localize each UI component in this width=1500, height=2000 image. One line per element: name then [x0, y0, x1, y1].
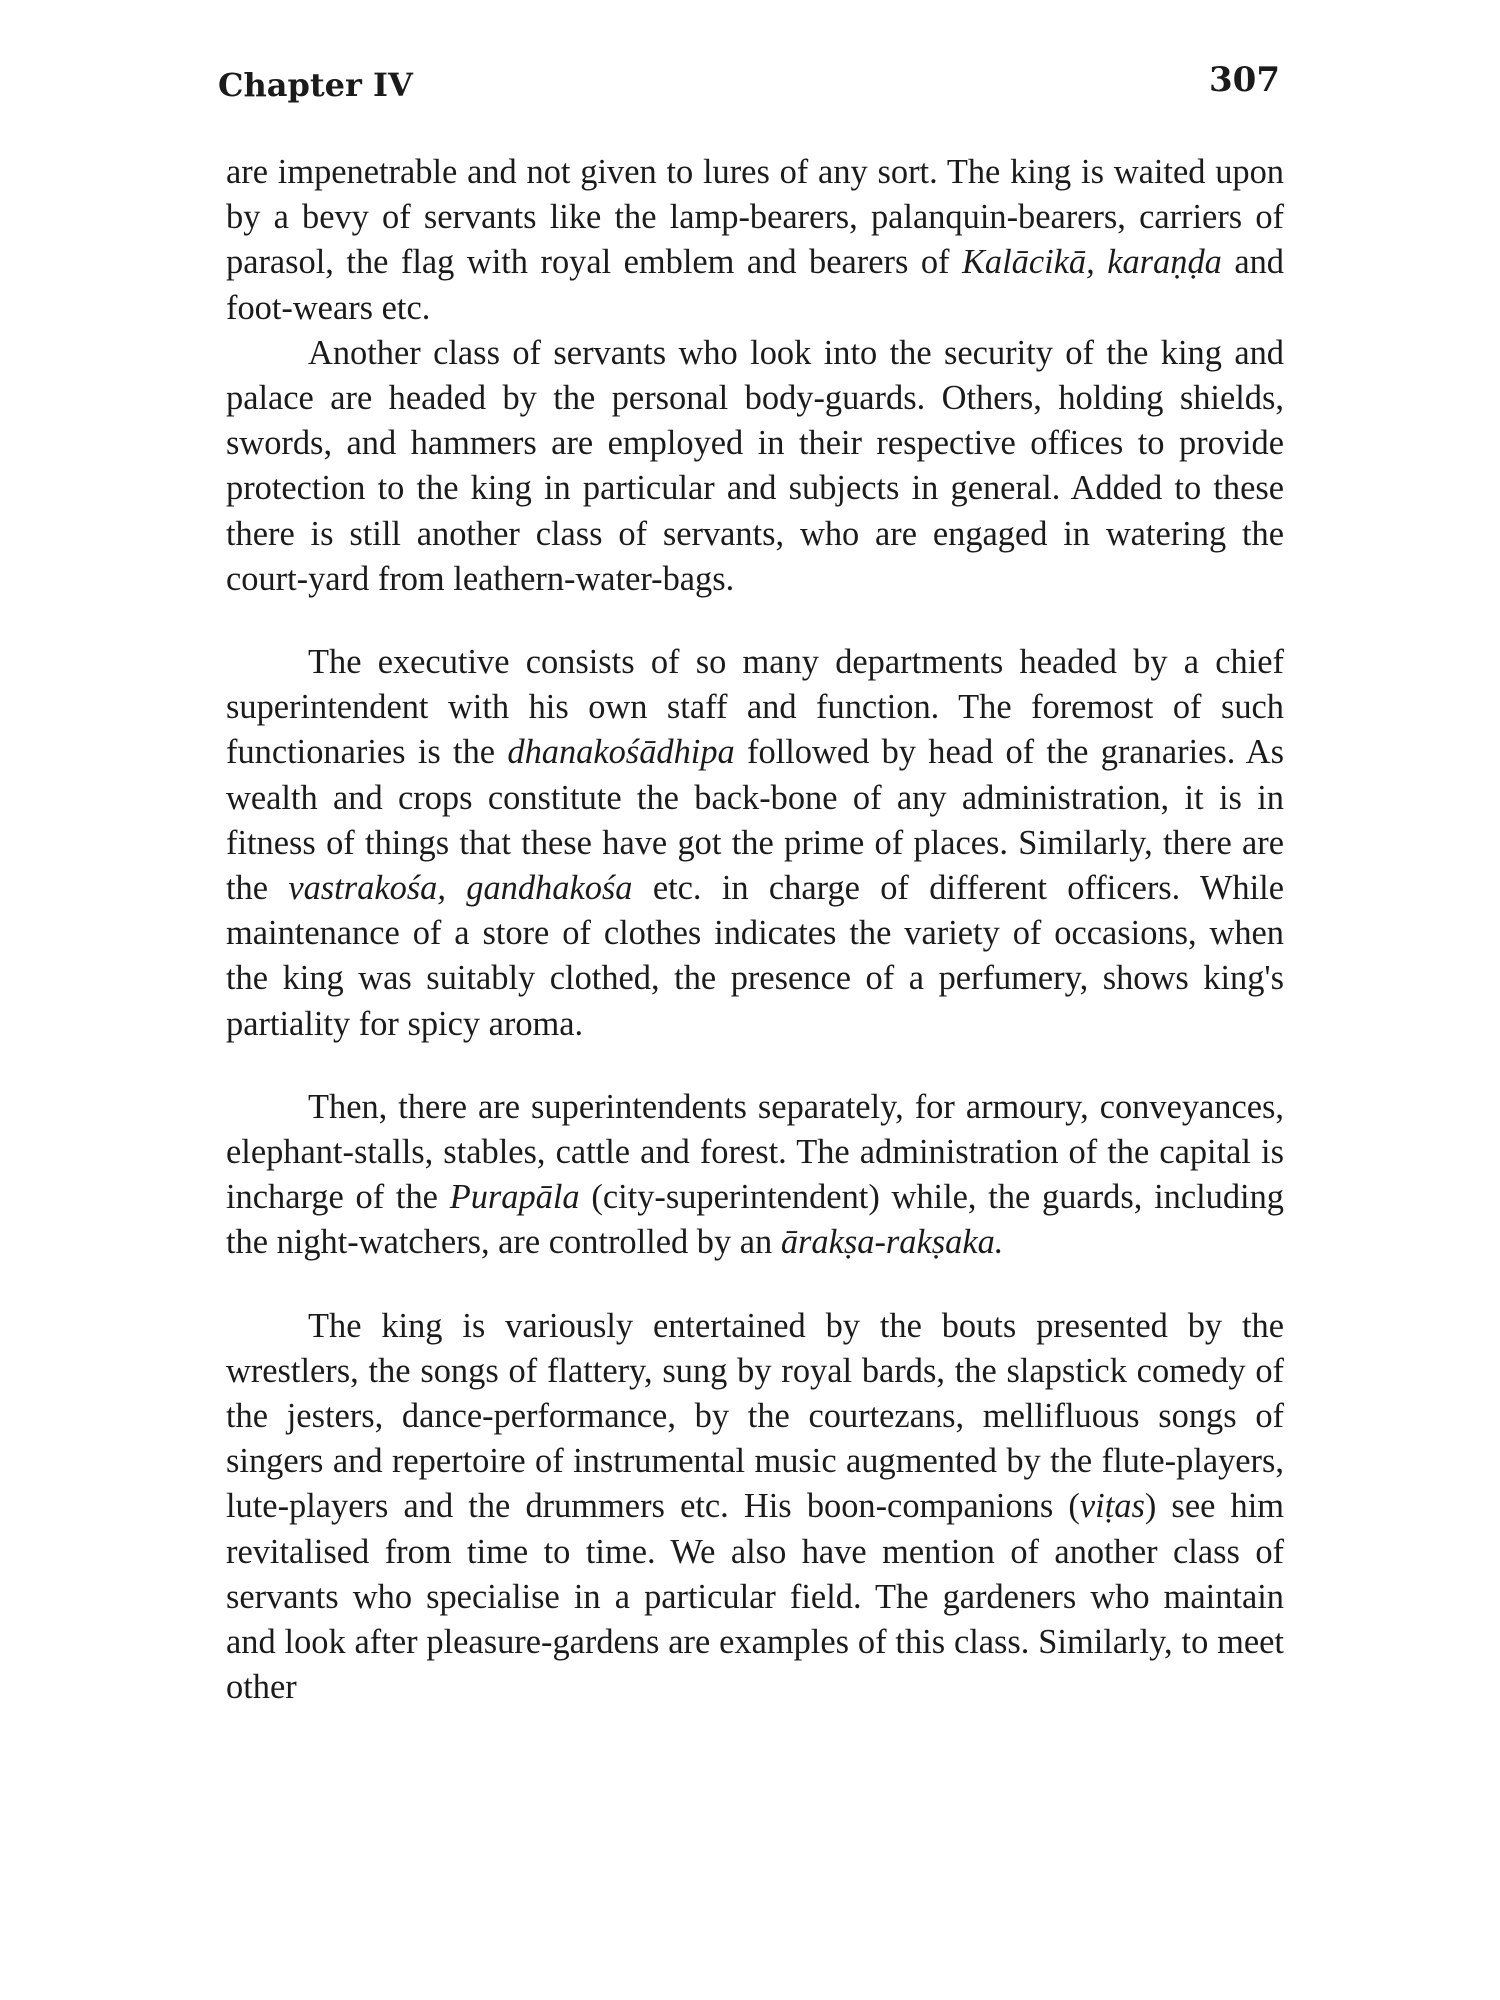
italic-term: vastrakośa, gandhakośa: [288, 869, 633, 908]
paragraph: [226, 331, 1284, 602]
text-run: Then, there are superintendents separately, for armoury, conveyances, elephant-stalls, stables, cattle and forest. The administration of the capital is incharge of the: [226, 1087, 1284, 1217]
italic-term: viṭas: [1079, 1487, 1145, 1526]
body-text: [226, 150, 1284, 1711]
italic-term: ārakṣa-rakṣaka.: [780, 1223, 1004, 1262]
text-run: etc. in charge of different officers. While maintenance of a store of clothes indicates the variety of occasions, when the king was suitably clothed, the presence of a perfumery, shows king's partiality for spicy aroma.: [226, 869, 1284, 1043]
paragraph: [226, 640, 1284, 1047]
text-run: (city-superintendent) while, the guards, including the night-watchers, are controlled by an: [226, 1178, 1284, 1262]
paragraph: [226, 150, 1284, 331]
chapter-label: Chapter IV: [218, 66, 413, 104]
text-run: The king is variously entertained by the bouts presented by the wrestlers, the songs of flattery, sung by royal bards, the slapstick comedy of the jesters, dance-performance, by the courtezans, mellifluous songs of singers and repertoire of instrumental music augmented by the flute-players, lute-players and the drummers etc. His boon-companions (: [226, 1306, 1284, 1526]
italic-term: Purapāla: [449, 1178, 580, 1217]
paragraph: [226, 1304, 1284, 1711]
text-run: The executive consists of so many departments headed by a chief superintendent with his own staff and function. The foremost of such functionaries is the: [226, 643, 1284, 772]
text-run: and foot-wears etc.: [226, 243, 1284, 327]
italic-term: Kalācikā, karaṇḍa: [961, 243, 1222, 282]
text-run: ) see him revitalised from time to time. We also have mention of another class of servants who specialise in a particular field. The gardeners who maintain and look after pleasure-gardens are examples of this class. Similarly, to meet other: [226, 1487, 1285, 1707]
text-run: Another class of servants who look into the security of the king and palace are headed by the personal body-guards. Others, holding shields, swords, and hammers are employed in their respective offices to provide protection to the king in particular and subjects in general. Added to these there is still another class of servants, who are engaged in watering the court-yard from leathern-water-bags.: [226, 333, 1284, 598]
paragraph: [226, 1085, 1284, 1266]
page-number: 307: [1209, 60, 1280, 100]
running-head: [218, 60, 1280, 126]
text-run: are impenetrable and not given to lures of any sort. The king is waited upon by a bevy of servants like the lamp-bearers, palanquin-bearers, carriers of parasol, the flag with royal emblem and bearers of: [226, 153, 1284, 282]
italic-term: dhanakośādhipa: [507, 733, 735, 772]
text-run: followed by head of the granaries. As wealth and crops constitute the back-bone of any administration, it is in fitness of things that these have got the prime of places. Similarly, there are the: [226, 733, 1284, 908]
